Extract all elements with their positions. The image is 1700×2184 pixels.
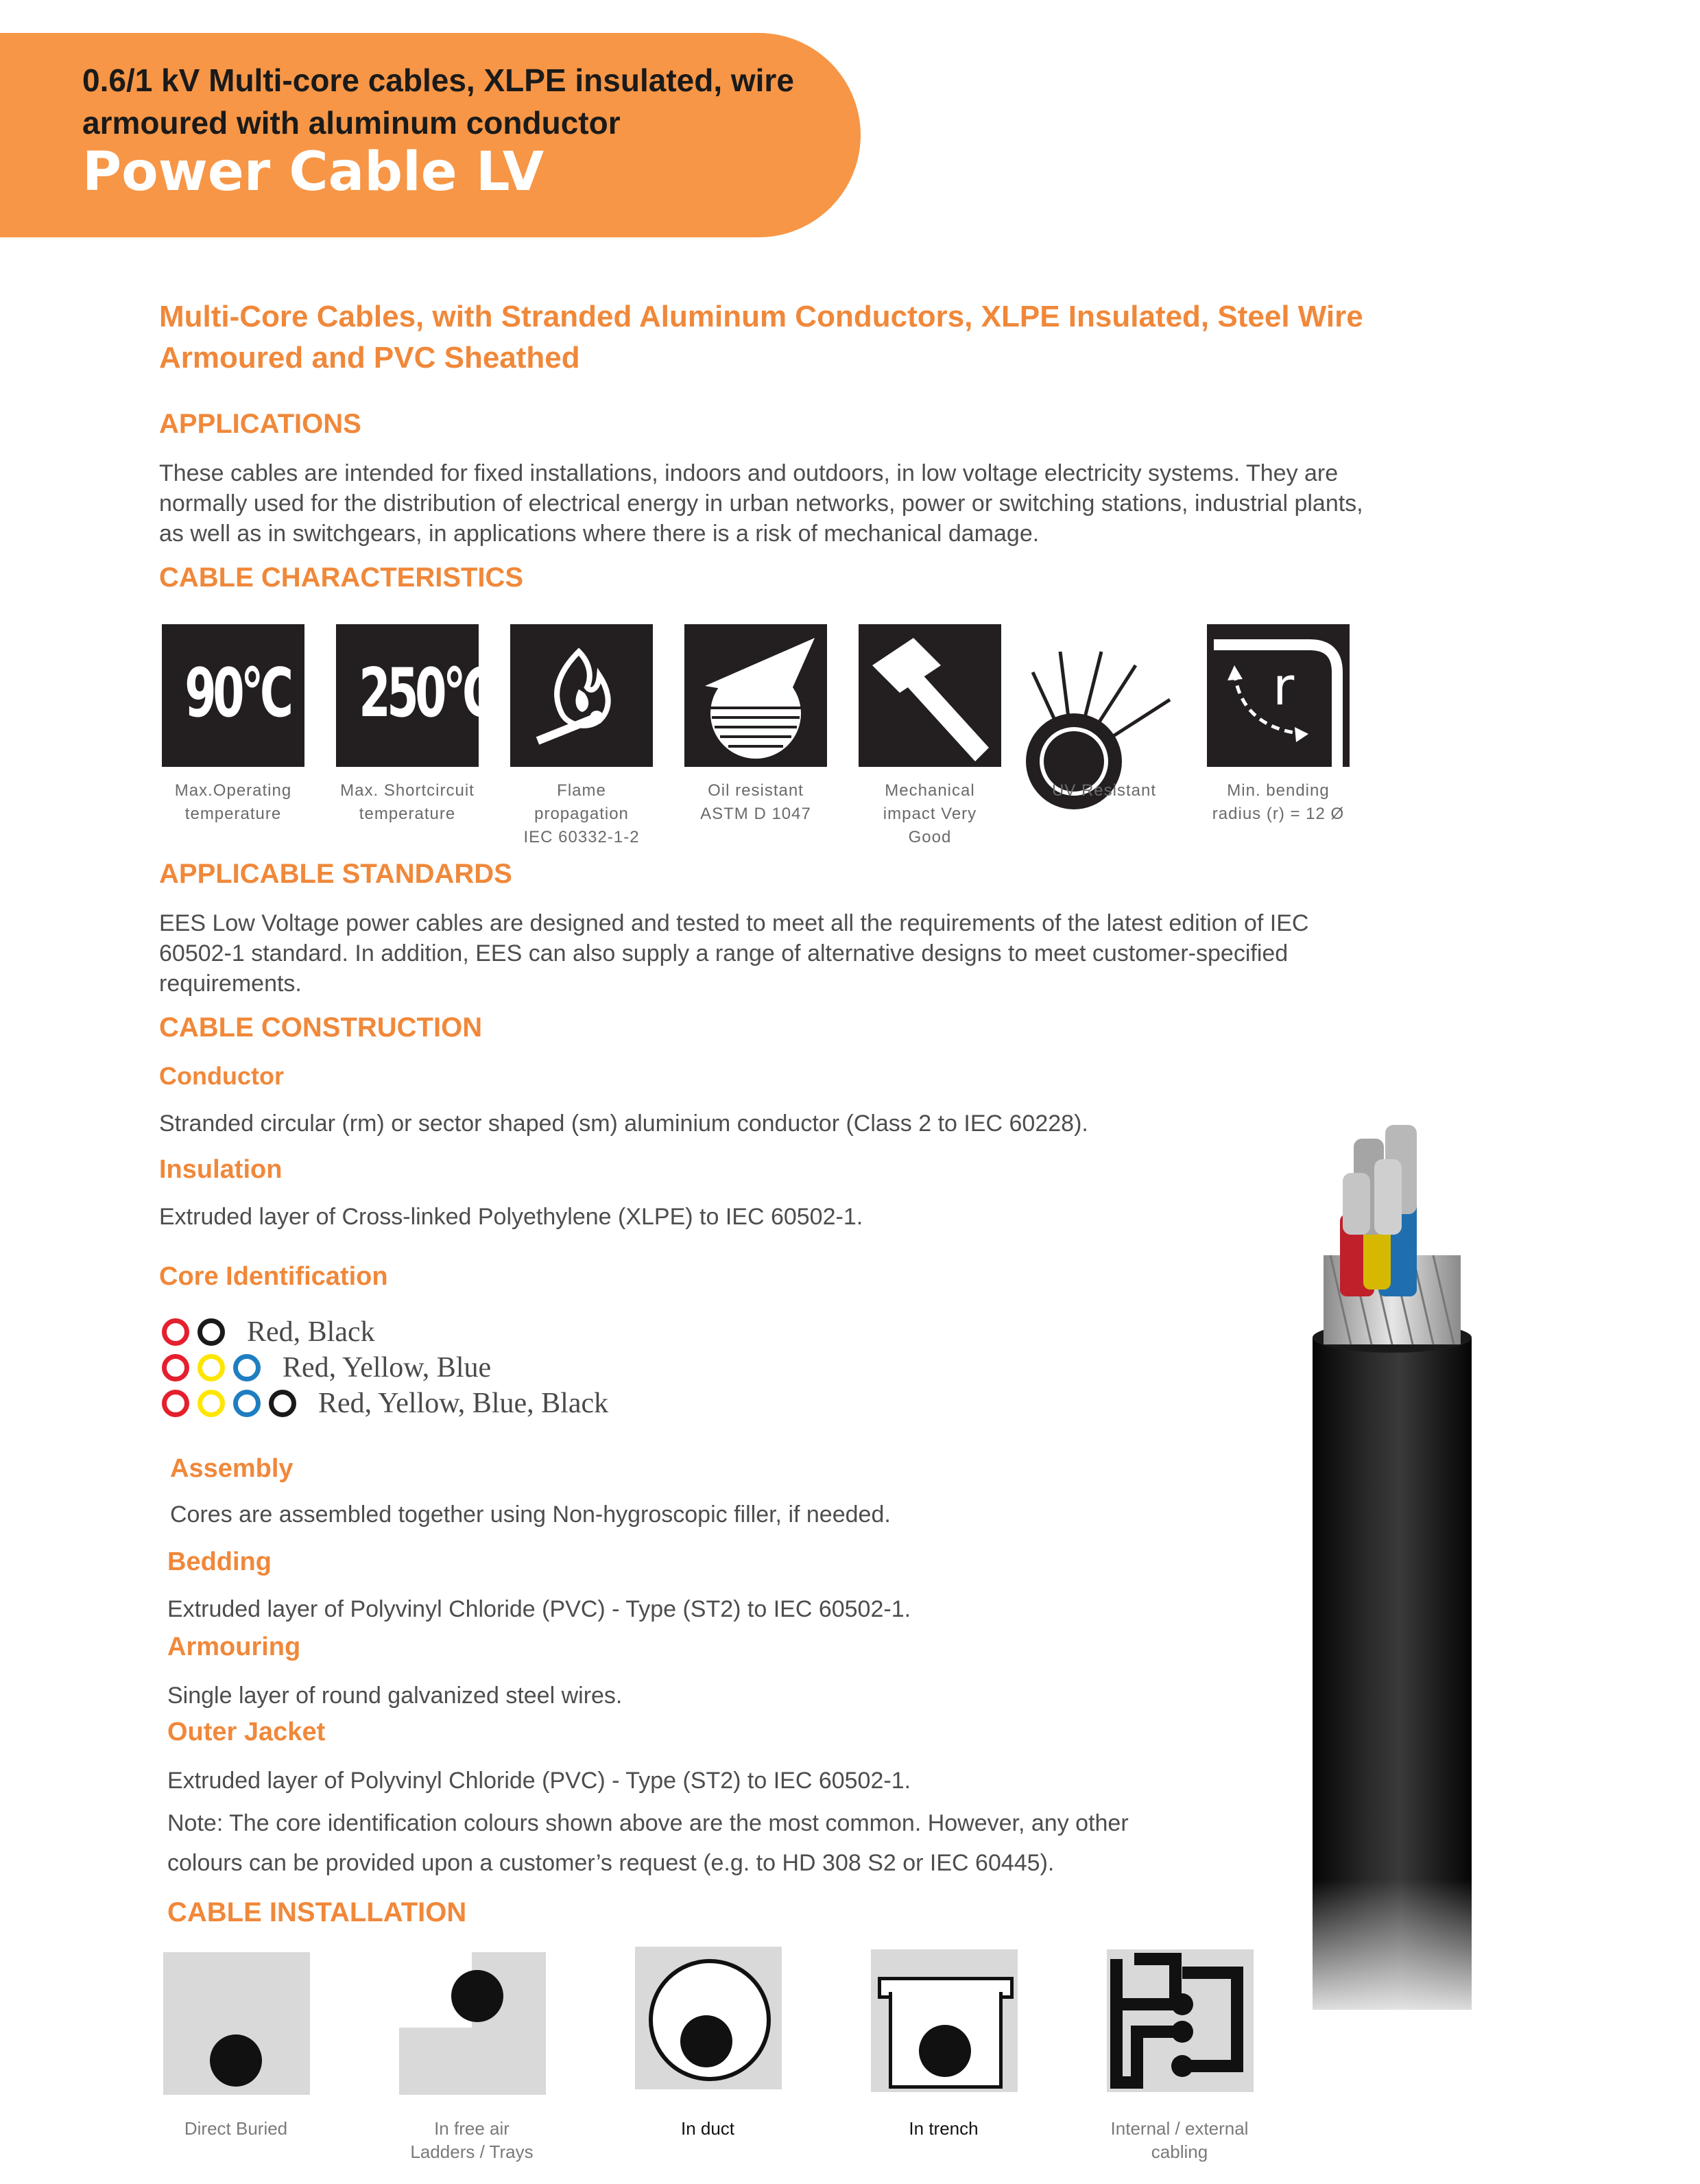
header-line-1: 0.6/1 kV Multi-core cables, XLPE insulated, wire	[82, 62, 794, 98]
char-caption-6: UV Resistant	[1051, 781, 1157, 800]
max-operating-temp-icon	[162, 624, 304, 767]
conductor-title: Conductor	[159, 1062, 284, 1090]
hammer-icon	[859, 624, 1001, 767]
blue-core-ring	[233, 1354, 261, 1381]
max-shortcircuit-temp-value: 250°C	[359, 654, 492, 733]
core-row-2-cores: Red, Black	[162, 1316, 375, 1349]
inst-caption-duct: In duct	[680, 2118, 735, 2139]
standards-line-3: requirements.	[159, 971, 302, 997]
char-caption-5: Mechanical impact Very Good	[883, 781, 977, 846]
sun-icon	[1033, 624, 1175, 767]
bedding-title: Bedding	[167, 1547, 272, 1576]
assembly-text: Cores are assembled together using Non-hygroscopic filler, if needed.	[170, 1502, 891, 1528]
duct-icon	[635, 1947, 782, 2089]
construction-heading: CABLE CONSTRUCTION	[159, 1012, 483, 1043]
inst-caption-direct-buried: Direct Buried	[184, 2118, 288, 2139]
black-core-ring	[197, 1318, 225, 1346]
char-caption-7: Min. bending radius (r) = 12 Ø	[1212, 781, 1345, 823]
armouring-text: Single layer of round galvanized steel wires.	[167, 1683, 623, 1709]
page-title: Power Cable LV	[82, 141, 544, 203]
header-banner	[0, 33, 861, 237]
applications-heading: APPLICATIONS	[159, 409, 361, 439]
note-line-1: Note: The core identification colours shown above are the most common. However, any other	[167, 1810, 1129, 1836]
installation-heading: CABLE INSTALLATION	[167, 1897, 467, 1927]
armouring-title: Armouring	[167, 1633, 301, 1661]
trench-icon	[871, 1949, 1018, 2092]
internal-external-cabling-icon	[1107, 1949, 1254, 2092]
inst-caption-trench: In trench	[909, 2118, 979, 2139]
characteristics-heading: CABLE CHARACTERISTICS	[159, 562, 524, 593]
standards-heading: APPLICABLE STANDARDS	[159, 859, 512, 889]
outer-jacket-text: Extruded layer of Polyvinyl Chloride (PVC) - Type (ST2) to IEC 60502-1.	[167, 1768, 911, 1794]
standards-line-1: EES Low Voltage power cables are designed and tested to meet all the requirements of the latest edition of IEC	[159, 910, 1309, 936]
bedding-text: Extruded layer of Polyvinyl Chloride (PVC) - Type (ST2) to IEC 60502-1.	[167, 1596, 911, 1622]
flame-icon	[510, 624, 653, 767]
main-heading-line-1: Multi-Core Cables, with Stranded Aluminum Conductors, XLPE Insulated, Steel Wire	[159, 300, 1363, 333]
inst-caption-internal-external: Internal / external cabling	[1110, 2118, 1249, 2162]
char-caption-3: Flame propagation IEC 60332-1-2	[523, 781, 640, 846]
conductor-text: Stranded circular (rm) or sector shaped (sm) aluminium conductor (Class 2 to IEC 60228).	[159, 1111, 1088, 1137]
core-row-3-cores: Red, Yellow, Blue	[162, 1351, 491, 1384]
direct-buried-icon	[163, 1952, 310, 2095]
inst-caption-free-air: In free air Ladders / Trays	[410, 2118, 534, 2162]
char-caption-4: Oil resistant ASTM D 1047	[700, 781, 811, 823]
yellow-core-ring	[197, 1390, 225, 1417]
red-core-ring	[162, 1318, 189, 1346]
insulation-title: Insulation	[159, 1155, 283, 1184]
bending-radius-symbol: r	[1273, 656, 1295, 717]
main-heading-line-2: Armoured and PVC Sheathed	[159, 341, 580, 375]
cable-illustration	[1303, 1111, 1481, 2030]
oil-drop-icon	[684, 624, 827, 767]
applications-line-3: as well as in switchgears, in applications where there is a risk of mechanical damage.	[159, 521, 1040, 547]
outer-jacket-title: Outer Jacket	[167, 1718, 326, 1746]
blue-core-ring	[233, 1390, 261, 1417]
note-line-2: colours can be provided upon a customer’s request (e.g. to HD 308 S2 or IEC 60445).	[167, 1850, 1055, 1876]
yellow-core-ring	[197, 1354, 225, 1381]
core-row-4-cores: Red, Yellow, Blue, Black	[162, 1387, 608, 1420]
core-identification-title: Core Identification	[159, 1262, 388, 1291]
insulation-text: Extruded layer of Cross-linked Polyethylene (XLPE) to IEC 60502-1.	[159, 1204, 863, 1230]
char-caption-1: Max.Operating temperature	[174, 781, 292, 823]
black-core-ring	[269, 1390, 296, 1417]
applications-line-1: These cables are intended for fixed installations, indoors and outdoors, in low voltage electricity systems. They are	[159, 460, 1339, 486]
free-air-icon	[399, 1952, 546, 2095]
max-operating-temp-value: 90°C	[184, 654, 290, 733]
red-core-ring	[162, 1390, 189, 1417]
assembly-title: Assembly	[170, 1454, 294, 1483]
header-line-2: armoured with aluminum conductor	[82, 105, 621, 141]
bending-radius-icon	[1207, 624, 1350, 767]
max-shortcircuit-temp-icon	[336, 624, 492, 767]
red-core-ring	[162, 1354, 189, 1381]
applications-line-2: normally used for the distribution of electrical energy in urban networks, power or switching stations, industrial plants,	[159, 490, 1363, 517]
standards-line-2: 60502-1 standard. In addition, EES can also supply a range of alternative designs to meet customer-specified	[159, 940, 1289, 966]
char-caption-2: Max. Shortcircuit temperature	[340, 781, 475, 823]
